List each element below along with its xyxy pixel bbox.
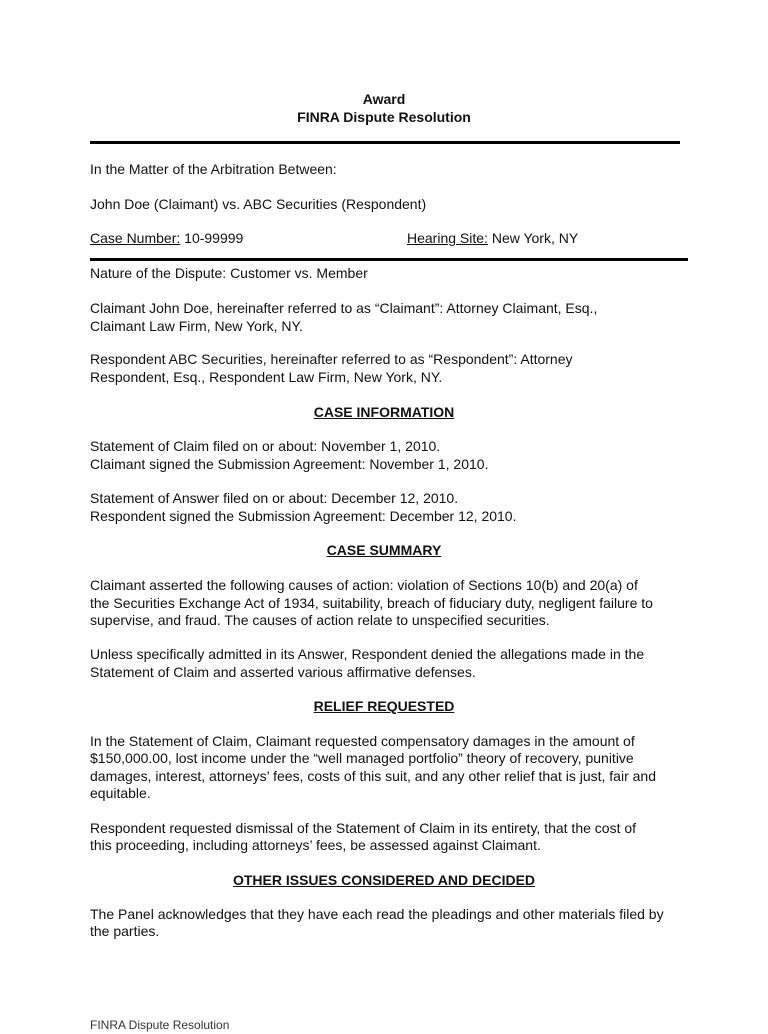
summary-p1-line-2: the Securities Exchange Act of 1934, suitability, breach of fiduciary duty, negligent failure to: [90, 595, 653, 611]
hearing-site-label: Hearing Site:: [407, 230, 488, 246]
summary-p2-line-2: Statement of Claim and asserted various affirmative defenses.: [90, 664, 476, 680]
finra-subtitle: FINRA Dispute Resolution: [297, 109, 471, 125]
case-number: [90, 229, 243, 247]
matter-intro: In the Matter of the Arbitration Between:: [90, 161, 337, 177]
claim-filed-line: Statement of Claim filed on or about: November 1, 2010.: [90, 438, 441, 454]
case-summary-heading: CASE SUMMARY: [326, 542, 442, 558]
other-p1-line-2: the parties.: [90, 923, 160, 939]
respondent-signed-line: Respondent signed the Submission Agreement: December 12, 2010.: [90, 508, 517, 524]
relief-p1-line-2: $150,000.00, lost income under the “well managed portfolio” theory of recovery, punitive: [90, 750, 634, 766]
summary-p1-line-1: Claimant asserted the following causes of action: violation of Sections 10(b) and 20(a) of: [90, 577, 638, 593]
nature-of-dispute: Nature of the Dispute: Customer vs. Member: [90, 265, 368, 281]
hearing-site-value: New York, NY: [487, 230, 579, 246]
relief-p2-line-2: this proceeding, including attorneys’ fees, be assessed against Claimant.: [90, 837, 541, 853]
respondent-line-1: Respondent ABC Securities, hereinafter referred to as “Respondent”: Attorney: [90, 351, 573, 367]
top-divider: [90, 141, 680, 144]
case-number-label: Case Number:: [90, 230, 181, 246]
relief-p1-line-1: In the Statement of Claim, Claimant requested compensatory damages in the amount of: [90, 733, 635, 749]
respondent-line-2: Respondent, Esq., Respondent Law Firm, New York, NY.: [90, 369, 443, 385]
claimant-line-2: Claimant Law Firm, New York, NY.: [90, 318, 303, 334]
answer-filed-line: Statement of Answer filed on or about: December 12, 2010.: [90, 490, 459, 506]
award-title: Award: [362, 91, 406, 107]
case-information-heading: CASE INFORMATION: [313, 404, 455, 420]
relief-p1-line-4: equitable.: [90, 785, 151, 801]
summary-p2-line-1: Unless specifically admitted in its Answer, Respondent denied the allegations made in the: [90, 646, 645, 662]
parties-line: John Doe (Claimant) vs. ABC Securities (Respondent): [90, 196, 427, 212]
other-issues-heading: OTHER ISSUES CONSIDERED AND DECIDED: [232, 872, 536, 888]
relief-p1-line-3: damages, interest, attorneys’ fees, costs of this suit, and any other relief that is just, fair and: [90, 768, 656, 784]
case-number-value: 10-99999: [180, 230, 244, 246]
other-p1-line-1: The Panel acknowledges that they have each read the pleadings and other materials filed by: [90, 906, 664, 922]
relief-p2-line-1: Respondent requested dismissal of the Statement of Claim in its entirety, that the cost of: [90, 820, 637, 836]
page-footer: FINRA Dispute Resolution: [90, 1018, 230, 1032]
claimant-line-1: Claimant John Doe, hereinafter referred to as “Claimant”: Attorney Claimant, Esq.,: [90, 300, 598, 316]
case-divider: [90, 258, 688, 261]
summary-p1-line-3: supervise, and fraud. The causes of action relate to unspecified securities.: [90, 612, 550, 628]
hearing-site: [407, 229, 578, 247]
relief-requested-heading: RELIEF REQUESTED: [313, 698, 455, 714]
claimant-signed-line: Claimant signed the Submission Agreement: November 1, 2010.: [90, 456, 489, 472]
